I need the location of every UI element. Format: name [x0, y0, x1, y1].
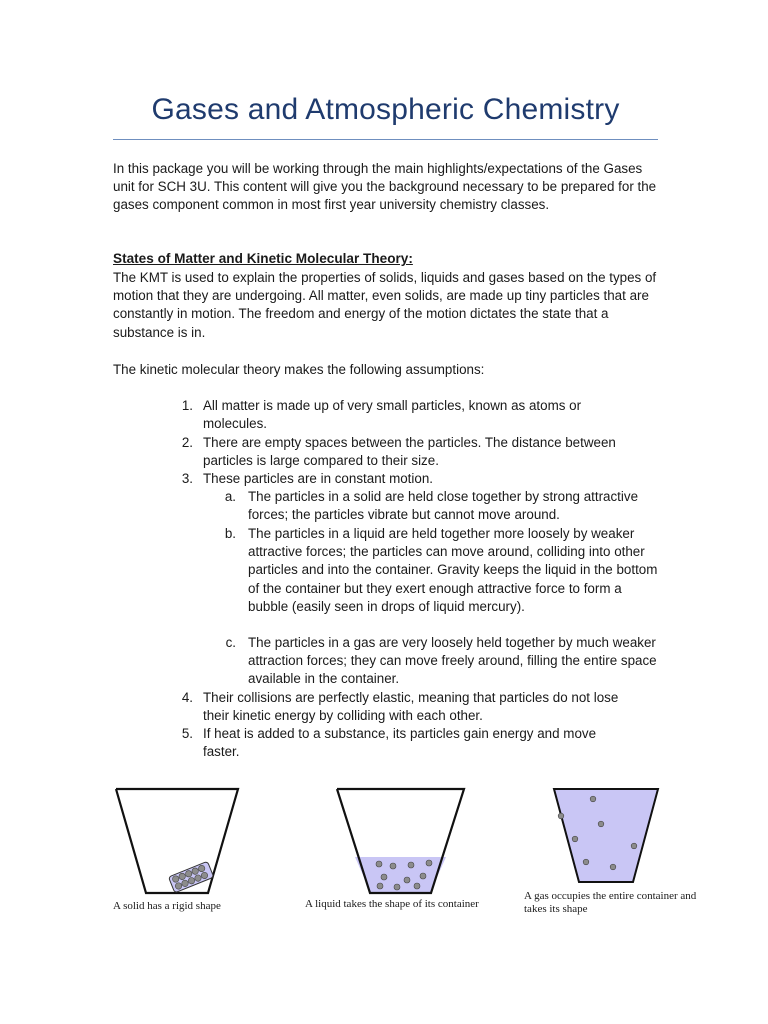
page-title: Gases and Atmospheric Chemistry — [151, 93, 620, 126]
assumptions-intro: The kinetic molecular theory makes the following assumptions: — [113, 362, 485, 377]
gas-container-diagram — [551, 786, 661, 886]
liquid-caption: A liquid takes the shape of its container — [305, 898, 479, 910]
gas-caption: A gas occupies the entire container and takes its shape — [524, 890, 697, 915]
list-text: All matter is made up of very small particles, known as atoms or molecules. — [203, 398, 582, 432]
section-heading: States of Matter and Kinetic Molecular Theory: — [113, 251, 413, 266]
list-number: 1. — [181, 398, 193, 413]
list-text: These particles are in constant motion. — [203, 471, 433, 486]
list-number: 5. — [181, 726, 193, 741]
list-number: 4. — [181, 690, 193, 705]
sub-point-letter: c. — [225, 635, 236, 650]
solid-container-diagram — [112, 785, 242, 897]
solid-particle-block — [168, 861, 213, 892]
sub-point-letter: b. — [224, 526, 236, 541]
list-text: If heat is added to a substance, its particles gain energy and move faster. — [203, 726, 597, 760]
list-text: There are empty spaces between the particles. The distance between particles is large compared to their size. — [203, 435, 616, 469]
sub-point-text: The particles in a liquid are held together more loosely by weaker attractive forces; the particles can move around, colliding into other particles and into the container. Gravity keeps the liquid in the bottom of the container but they exert enough attractive force to form a bubble (easily seen in drops of liquid mercury). — [248, 526, 658, 614]
intro-paragraph: In this package you will be working through the main highlights/expectations of the Gases unit for SCH 3U. This content will give you the background necessary to be prepared for the gases component common in most first year university chemistry classes. — [113, 161, 657, 213]
solid-caption: A solid has a rigid shape — [113, 900, 221, 912]
liquid-container-diagram — [333, 785, 468, 897]
sub-point-text: The particles in a gas are very loosely held together by much weaker attraction forces; they can move freely around, filling the entire space available in the container. — [248, 635, 657, 687]
sub-point-text: The particles in a solid are held close together by strong attractive forces; the particles vibrate but cannot move around. — [248, 489, 639, 523]
list-text: Their collisions are perfectly elastic, meaning that particles do not lose their kinetic energy by colliding with each other. — [203, 690, 619, 724]
gas-container — [554, 789, 658, 882]
list-number: 2. — [181, 435, 193, 450]
sub-point-letter: a. — [224, 489, 236, 504]
title-rule — [113, 139, 658, 140]
list-number: 3. — [181, 471, 193, 486]
kmt-paragraph: The KMT is used to explain the properties of solids, liquids and gases based on the types of motion that they are undergoing. All matter, even solids, are made up tiny particles that are constantly in motion. The freedom and energy of the motion dictates the state that a substance is in. — [113, 270, 657, 340]
